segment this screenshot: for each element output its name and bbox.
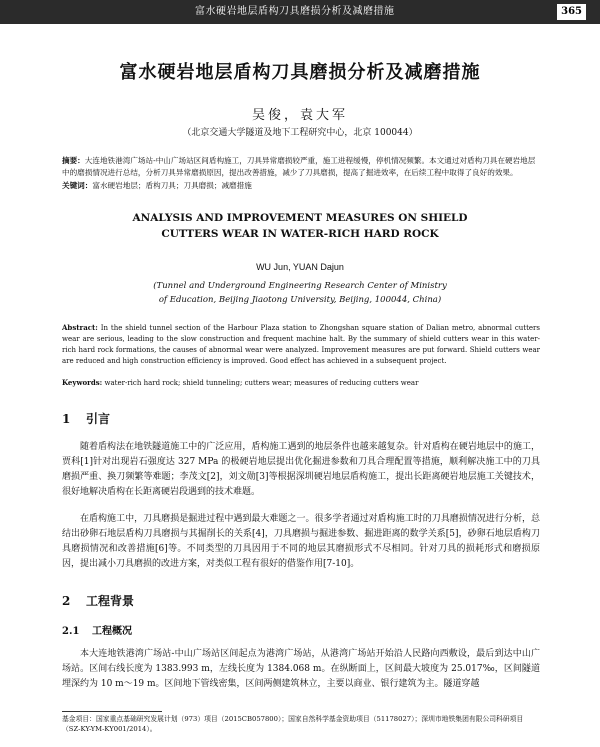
abstract-cn xyxy=(62,155,540,179)
abstract-en-label: Abstract: xyxy=(62,323,98,332)
affiliation-en-line-1: (Tunnel and Underground Engineering Research Center of Ministry xyxy=(153,281,447,291)
affiliation-en xyxy=(0,279,600,307)
article-title-cn: 富水硬岩地层盾构刀具磨损分析及减磨措施 xyxy=(119,62,481,83)
keywords-cn-text: 富水硬岩地层；盾构刀具；刀具磨损；减磨措施 xyxy=(92,181,252,190)
footnote-rule xyxy=(62,711,162,712)
authors-en: WU Jun, YUAN Dajun xyxy=(256,262,344,272)
title-en-line-1: ANALYSIS AND IMPROVEMENT MEASURES ON SHIELD xyxy=(132,212,468,224)
section-heading-2 xyxy=(62,592,134,609)
section-2-title: 工程背景 xyxy=(86,594,135,608)
running-header xyxy=(0,0,600,24)
section-heading-1 xyxy=(62,410,110,427)
keywords-en xyxy=(62,378,540,387)
keywords-cn-label: 关键词： xyxy=(62,181,93,190)
affiliation-cn: （北京交通大学隧道及地下工程研究中心，北京 100044） xyxy=(182,128,418,138)
article-title-en xyxy=(0,210,600,242)
affiliation-en-line-2: of Education, Beijing Jiaotong University, Beijing, 100044, China) xyxy=(158,295,442,305)
section-2-number: 2 xyxy=(62,594,71,608)
subsection-2-1-title: 工程概况 xyxy=(92,626,132,637)
keywords-cn xyxy=(62,180,540,191)
abstract-cn-text: 大连地铁港湾广场站-中山广场站区间盾构施工，刀具异常磨损较严重，施工进程缓慢，停机情况频繁。本文通过对盾构刀具在硬岩地层中的磨损情况进行总结，分析刀具异常磨损原因，提出改善措施，减少了刀具磨损，提高了掘进效率，在后续工程中取得了良好的效果。 xyxy=(62,156,536,177)
page-number: 365 xyxy=(557,4,586,20)
authors-cn: 吴俊，袁大军 xyxy=(251,108,348,123)
footnote-funding: 基金项目：国家重点基础研究发展计划（973）项目（2015CB057800）；国家自然科学基金资助项目（51178027）；深圳市地铁集团有限公司科研项目（SZ-KY-YM-KY001/2014）。 xyxy=(62,715,524,733)
keywords-en-label: Keywords: xyxy=(62,378,103,387)
subsection-2-1-number: 2.1 xyxy=(62,626,80,637)
paragraph-2-1-1: 本大连地铁港湾广场站-中山广场站区间起点为港湾广场站，从港湾广场站开始沿人民路向西敷设，最后到达中山广场站。区间右线长度为 1383.993 m，左线长度为 1384.068 m。在纵断面上，区间最大坡度为 25.017‰，区间隧道埋深约为 10 m～19 m。区间地下管线密集，区间两侧建筑林立，主要以商业、银行建筑为主。隧道穿越 xyxy=(62,649,540,689)
abstract-en xyxy=(62,322,540,367)
running-header-title: 富水硬岩地层盾构刀具磨损分析及减磨措施 xyxy=(195,6,395,17)
section-1-number: 1 xyxy=(62,412,71,426)
section-1-title: 引言 xyxy=(86,412,111,426)
abstract-cn-label: 摘要： xyxy=(62,156,85,165)
abstract-en-text: In the shield tunnel section of the Harbour Plaza station to Zhongshan square station of Dalian metro, abnormal cutters wear are serious, leading to the slow construction and frequent machine halt. By the summary of shield cutters wear in this water-rich hard rock formations, the causes of abnormal wear were analyzed. Improvement measures are put forward. Shield cutters wear are reduced and high construction efficiency is improved. Good effect has achieved in a subsequent project. xyxy=(62,324,540,365)
paragraph-1-2: 在盾构施工中，刀具磨损是掘进过程中遇到最大难题之一。很多学者通过对盾构施工时的刀具磨损情况进行分析，总结出砂卵石地层盾构刀具磨损与其掘削长的关系[4]，刀具磨损与掘进参数、掘进距离的数学关系[5]，砂卵石地层盾构刀具磨损情况和改善措施[6]等。不同类型的刀具因用于不同的地层其磨损形式不尽相同。针对刀具的损耗形式和磨损原因，提出减小刀具磨损的改进方案，对类似工程有很好的借鉴作用[7-10]。 xyxy=(62,514,540,569)
keywords-en-text: water-rich hard rock; shield tunneling; cutters wear; measures of reducing cutters wear xyxy=(104,379,419,387)
title-en-line-2: CUTTERS WEAR IN WATER-RICH HARD ROCK xyxy=(161,228,439,240)
paragraph-1-1: 随着盾构法在地铁隧道施工中的广泛应用，盾构施工遇到的地层条件也越来越复杂。针对盾构在硬岩地层中的施工，贾科[1]针对出现岩石强度达 327 MPa 的极硬岩地层提出优化掘进参数和刀具合理配置等措施，顺利解决施工中的刀具磨损严重、换刀频繁等难题；李茂文[2]，刘文勋[3]等根据深圳硬岩地层盾构施工，提出长距离硬岩地层施工关键技术，很好地解决盾构在长距离硬岩段遇到的技术难题。 xyxy=(62,442,540,497)
subsection-heading-2-1 xyxy=(62,622,132,637)
